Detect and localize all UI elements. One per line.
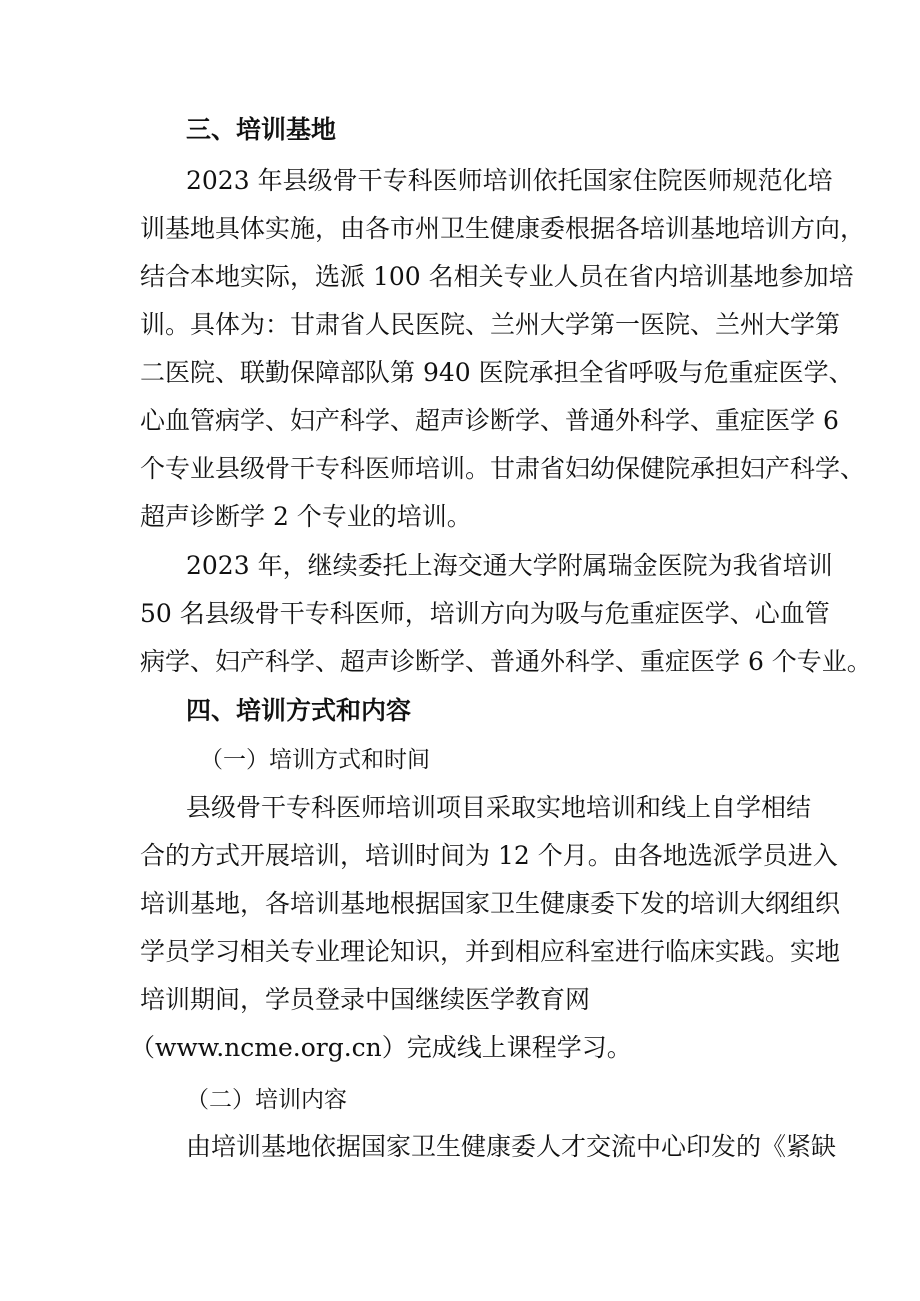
section-4-sub-1-heading: （一）培训方式和时间 [200,747,430,773]
section-4-sub-1-line-4: 学员学习相关专业理论知识，并到相应科室进行临床实践。实地 [140,937,841,966]
section-3-para-1-line-6: 心血管病学、妇产科学、超声诊断学、普通外科学、重症医学 6 [140,406,839,435]
section-3-heading: 三、培训基地 [186,115,337,144]
section-4-sub-1-line-6: （www.ncme.org.cn）完成线上课程学习。 [130,1033,632,1062]
section-3-para-1-line-1: 2023 年县级骨干专科医师培训依托国家住院医师规范化培 [186,166,833,195]
section-4-sub-1-line-2: 合的方式开展培训，培训时间为 12 个月。由各地选派学员进入 [140,841,838,870]
section-3-para-1-line-3: 结合本地实际，选派 100 名相关专业人员在省内培训基地参加培 [140,262,854,291]
section-3-para-2-line-2: 50 名县级骨干专科医师，培训方向为吸与危重症医学、心血管 [140,599,830,628]
section-4-sub-1-line-3: 培训基地，各培训基地根据国家卫生健康委下发的培训大纲组织 [140,889,841,918]
section-3-para-1-line-5: 二医院、联勤保障部队第 940 医院承担全省呼吸与危重症医学、 [140,358,854,387]
section-4-sub-2-heading: （二）培训内容 [186,1087,347,1113]
section-4-sub-2-line-1: 由培训基地依据国家卫生健康委人才交流中心印发的《紧缺 [186,1132,837,1161]
section-3-para-1-line-7: 个专业县级骨干专科医师培训。甘肃省妇幼保健院承担妇产科学、 [140,454,866,483]
section-3-para-2-line-1: 2023 年，继续委托上海交通大学附属瑞金医院为我省培训 [186,551,833,580]
section-3-para-2-line-3: 病学、妇产科学、超声诊断学、普通外科学、重症医学 6 个专业。 [140,647,872,676]
section-3-para-1-line-2: 训基地具体实施，由各市州卫生健康委根据各培训基地培训方向， [140,214,866,243]
section-4-heading: 四、培训方式和内容 [186,696,412,725]
section-3-para-1-line-8: 超声诊断学 2 个专业的培训。 [140,502,472,531]
section-4-sub-1-line-5: 培训期间，学员登录中国继续医学教育网 [140,985,591,1014]
section-4-sub-1-line-1: 县级骨干专科医师培训项目采取实地培训和线上自学相结 [186,793,812,822]
section-3-para-1-line-4: 训。具体为：甘肃省人民医院、兰州大学第一医院、兰州大学第 [140,310,841,339]
